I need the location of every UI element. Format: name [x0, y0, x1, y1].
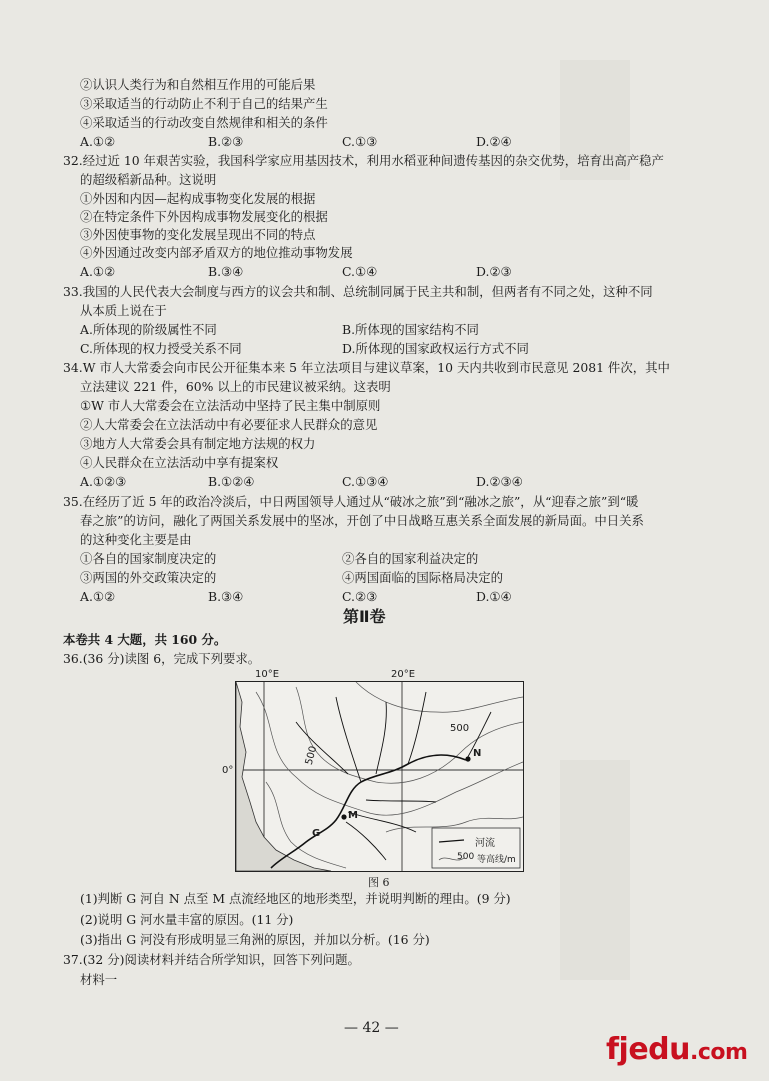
q32-option-1: ①外因和内因—起构成事物变化发展的根据 [80, 191, 316, 206]
q35-choice-a: A.①② [80, 589, 116, 604]
q35-stem-line1: 35.在经历了近 5 年的政治冷淡后，中日两国领导人通过从“破冰之旅”到“融冰之旅”，从“迎春之旅”到“暖 [63, 494, 639, 509]
q36-stem: 36.(36 分)读图 6，完成下列要求。 [63, 651, 261, 666]
q33-choice-d: D.所体现的国家政权运行方式不同 [342, 341, 529, 356]
q32-option-4: ④外因通过改变内部矛盾双方的地位推动事物发展 [80, 245, 353, 260]
river-tributary [376, 702, 386, 774]
point-n [465, 756, 470, 761]
watermark-main: fjedu [606, 1032, 691, 1067]
contour-line [296, 687, 523, 783]
q34-option-1: ①W 市人大常委会在立法活动中坚持了民主集中制原则 [80, 398, 381, 413]
contour-label-500-west: 500 [303, 744, 320, 767]
legend-river-label: 河流 [475, 838, 495, 849]
contour-label-500-east: 500 [450, 723, 470, 734]
river-tributary [336, 697, 361, 782]
river-tributary [366, 800, 436, 802]
q35-stem-line2: 春之旅”的访问，融化了两国关系发展中的坚冰，开创了中日战略互惠关系全面发展的新局面。中日关系 [80, 513, 644, 528]
q33-stem-line1: 33.我国的人民代表大会制度与西方的议会共和制、总统制同属于民主共和制，但两者有不同之处，这种不同 [63, 284, 653, 299]
page-number: — 42 — [344, 1020, 399, 1036]
q37-stem: 37.(32 分)阅读材料并结合所学知识，回答下列问题。 [63, 952, 360, 967]
q36-subquestion-2: (2)说明 G 河水量丰富的原因。(11 分) [80, 912, 294, 927]
q36-subquestion-1: (1)判断 G 河自 N 点至 M 点流经地区的地形类型，并说明判断的理由。(9 分) [80, 891, 511, 906]
q34-choice-a: A.①②③ [80, 474, 127, 489]
figure-caption: 图 6 [368, 876, 390, 889]
q35-stem-line3: 的这种变化主要是由 [80, 532, 192, 547]
q34-option-2: ②人大常委会在立法活动中有必要征求人民群众的意见 [80, 417, 378, 432]
map-longitude-10e: 10°E [255, 669, 280, 680]
label-point-m: M [348, 810, 358, 821]
q34-choice-b: B.①②④ [208, 474, 255, 489]
q35-option-3: ③两国的外交政策决定的 [80, 570, 217, 585]
q34-choice-d: D.②③④ [476, 474, 523, 489]
q34-stem-line1: 34.W 市人大常委会向市民公开征集本来 5 年立法项目与建议草案，10 天内共收到市民意见 2081 件次，其中 [63, 360, 670, 375]
legend-contour-value: 500 [457, 852, 475, 862]
q35-option-2: ②各自的国家利益决定的 [342, 551, 479, 566]
watermark-logo [606, 1032, 747, 1067]
legend-contour-label: 等高线/m [477, 855, 516, 865]
q33-stem-line2: 从本质上说在于 [80, 303, 167, 318]
ocean-area [236, 682, 331, 871]
q32-choice-d: D.②③ [476, 264, 512, 279]
section-intro: 本卷共 4 大题，共 160 分。 [63, 632, 227, 647]
map-latitude-0: 0° [222, 765, 234, 776]
q32-choice-a: A.①② [80, 264, 116, 279]
bleed-through-mark [560, 760, 630, 980]
q33-choice-b: B.所体现的国家结构不同 [342, 322, 479, 337]
q31-choice-a: A.①② [80, 134, 116, 149]
q34-stem-line2: 立法建议 221 件，60% 以上的市民建议被采纳。这表明 [80, 379, 391, 394]
section-title: 第Ⅱ卷 [343, 607, 386, 626]
q32-stem-line2: 的超级稻新品种。这说明 [80, 172, 217, 187]
watermark-suffix: .com [690, 1040, 748, 1065]
q34-option-3: ③地方人大常委会具有制定地方法规的权力 [80, 436, 316, 451]
q31-option-4: ④采取适当的行动改变自然规律和相关的条件 [80, 115, 328, 130]
label-point-n: N [473, 748, 482, 759]
q31-choice-c: C.①③ [342, 134, 378, 149]
q35-option-4: ④两国面临的国际格局决定的 [342, 570, 504, 585]
q32-option-2: ②在特定条件下外因构成事物发展变化的根据 [80, 209, 328, 224]
q37-material-label: 材料一 [80, 972, 118, 987]
q32-stem-line1: 32.经过近 10 年艰苦实验，我国科学家应用基因技术，利用水稻亚种间遗传基因的杂交优势，培育出高产稳产 [63, 153, 664, 168]
q32-choice-c: C.①④ [342, 264, 378, 279]
q35-option-1: ①各自的国家制度决定的 [80, 551, 217, 566]
river-tributary [408, 692, 426, 764]
q32-option-3: ③外因使事物的变化发展呈现出不同的特点 [80, 227, 316, 242]
q35-choice-b: B.③④ [208, 589, 244, 604]
q34-option-4: ④人民群众在立法活动中享有提案权 [80, 455, 279, 470]
q33-choice-c: C.所体现的权力授受关系不同 [80, 341, 242, 356]
q33-choice-a: A.所体现的阶级属性不同 [80, 322, 217, 337]
contour-line [356, 682, 523, 712]
river-tributary [346, 822, 386, 860]
q32-choice-b: B.③④ [208, 264, 244, 279]
q31-choice-d: D.②④ [476, 134, 512, 149]
point-m [341, 814, 346, 819]
river-tributary [296, 722, 348, 774]
q35-choice-d: D.①④ [476, 589, 512, 604]
q31-option-2: ②认识人类行为和自然相互作用的可能后果 [80, 77, 316, 92]
q34-choice-c: C.①③④ [342, 474, 389, 489]
q31-option-3: ③采取适当的行动防止不利于自己的结果产生 [80, 96, 328, 111]
q36-subquestion-3: (3)指出 G 河没有形成明显三角洲的原因，并加以分析。(16 分) [80, 932, 430, 947]
map-longitude-20e: 20°E [391, 669, 416, 680]
map-figure-6 [235, 681, 524, 872]
label-river-g: G [312, 828, 321, 839]
q35-choice-c: C.②③ [342, 589, 378, 604]
q31-choice-b: B.②③ [208, 134, 244, 149]
contour-line [256, 692, 523, 815]
